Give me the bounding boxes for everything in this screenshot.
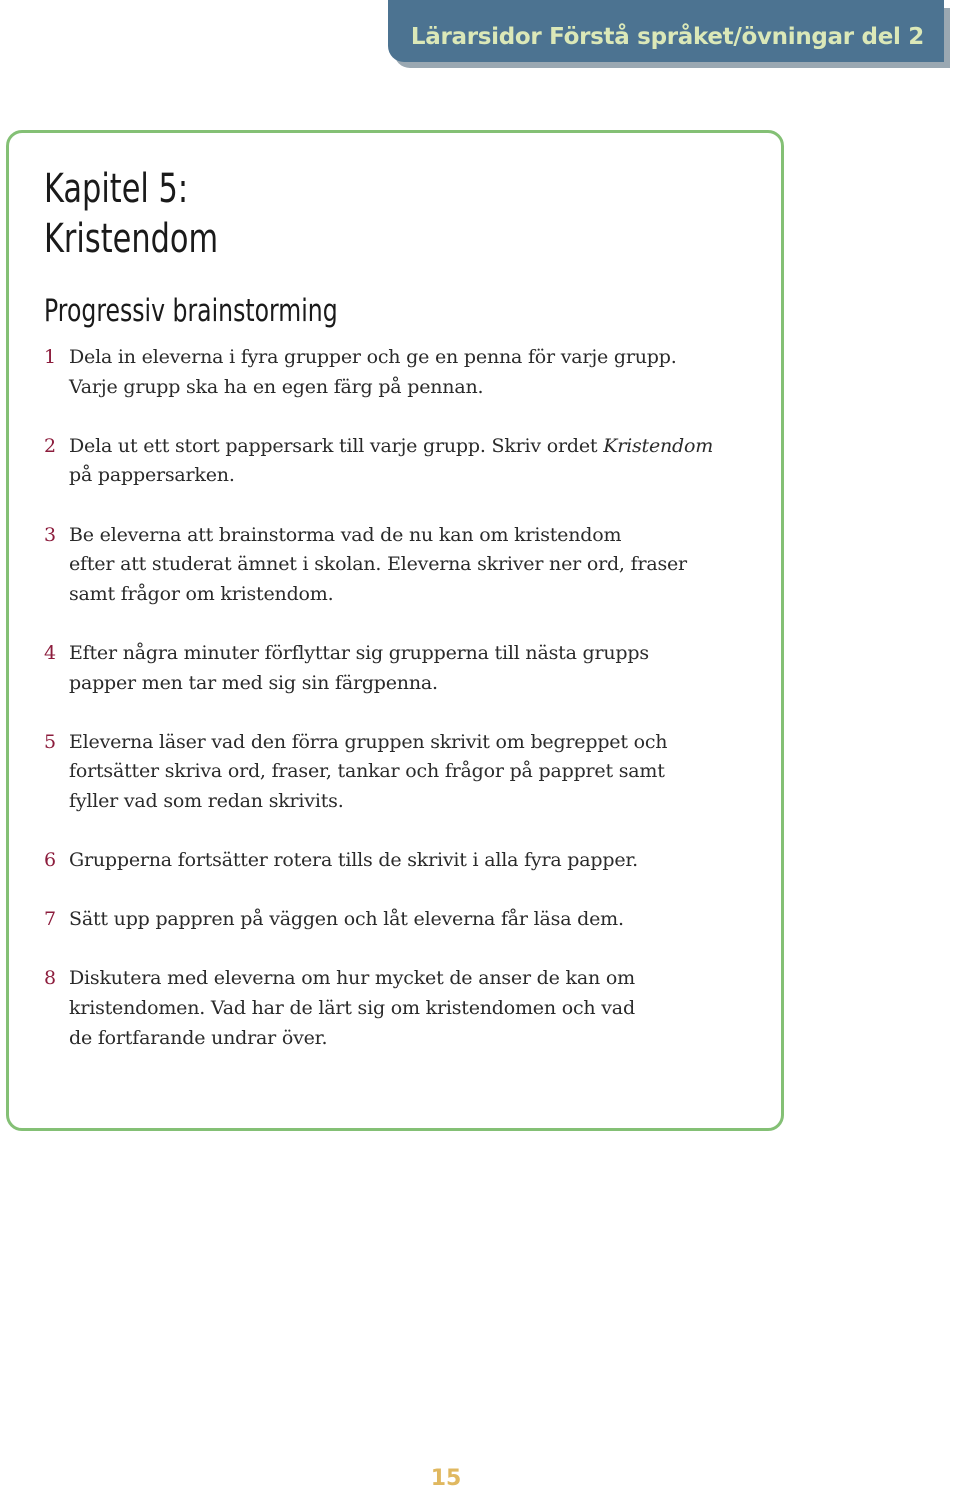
step-number: 3 [44, 523, 56, 546]
step-number: 8 [44, 967, 56, 990]
step-text: Dela in eleverna i fyra grupper och ge en penna för varje grupp. Varje grupp ska ha en egen färg på pennan. [69, 346, 677, 398]
step-number: 4 [44, 641, 56, 664]
step-item [44, 905, 764, 935]
step-item [44, 639, 764, 698]
step-text [69, 432, 764, 491]
step-text-part: på pappersarken. [69, 464, 235, 487]
step-item [44, 846, 764, 876]
step-text: Diskutera med eleverna om hur mycket de anser de kan om kristendomen. Vad har de lärt sig om kristendomen och vad de fortfarande undrar över. [69, 967, 635, 1049]
step-item [44, 432, 764, 491]
chapter-title-line1: Kapitel 5: [44, 166, 189, 212]
step-number: 2 [44, 434, 56, 457]
step-item [44, 728, 764, 817]
step-text: Be eleverna att brainstorma vad de nu kan om kristendom efter att studerat ämnet i skolan. Eleverna skriver ner ord, fraser samt frågor om kristendom. [69, 523, 687, 605]
header-title: Lärarsidor Förstå språket/övningar del 2 [410, 24, 924, 50]
step-text: Eleverna läser vad den förra gruppen skrivit om begreppet och fortsätter skriva ord, fraser, tankar och frågor på pappret samt fyller vad som redan skrivits. [69, 730, 668, 812]
step-text-part: Dela ut ett stort pappersark till varje grupp. Skriv ordet [69, 434, 604, 457]
step-item [44, 521, 764, 610]
step-list [44, 343, 764, 1053]
step-item [44, 964, 764, 1053]
step-item [44, 343, 764, 402]
step-text-emphasis: Kristendom [603, 434, 714, 457]
step-number: 1 [44, 346, 56, 368]
step-number: 6 [44, 849, 56, 872]
chapter-title-line2: Kristendom [44, 216, 219, 262]
chapter-title [44, 164, 218, 264]
step-number: 7 [44, 908, 56, 931]
step-text: Grupperna fortsätter rotera tills de skrivit i alla fyra papper. [69, 849, 638, 872]
step-text: Sätt upp pappren på väggen och låt eleverna får läsa dem. [69, 908, 624, 931]
step-number: 5 [44, 730, 56, 753]
step-text: Efter några minuter förflyttar sig grupperna till nästa grupps papper men tar med sig sin färgpenna. [69, 641, 649, 694]
page-number: 15 [430, 1466, 462, 1491]
section-title: Progressiv brainstorming [44, 293, 338, 329]
header-tab [388, 0, 944, 62]
